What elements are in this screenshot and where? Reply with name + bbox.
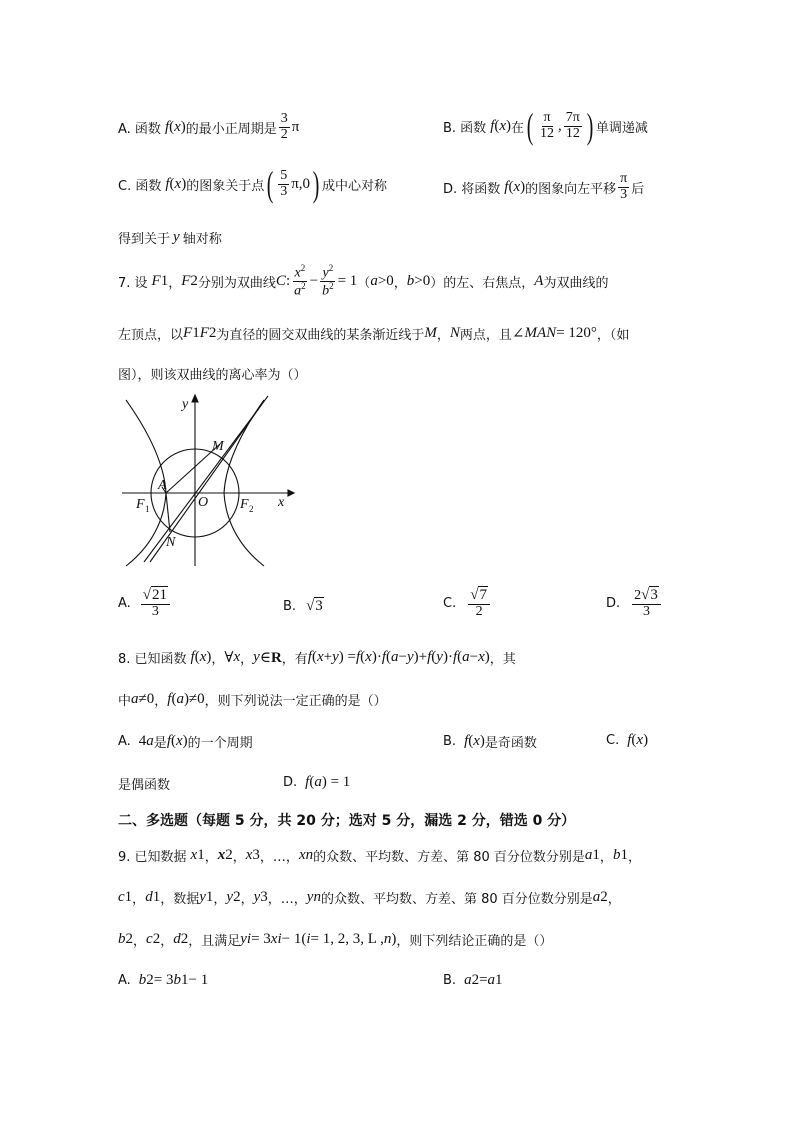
q9-option-b[interactable]: B. a 2 = a 1 xyxy=(443,972,503,988)
q8-option-a[interactable]: A. 4 a 是 f ( x ) 的一个周期 xyxy=(118,733,253,751)
q6-option-d[interactable]: D. 将函数 f ( x ) 的图象向左平移 $\frac{\pi}{3}$ 后 xyxy=(443,171,645,202)
q8-stem-line1: 8. 已知函数 f ( x ) ， ∀ x ， y ∈R ，有 f ( x + y ) = f ( x )· f ( a − y )+ f ( y )· f ( a − x ) ，其 xyxy=(118,649,516,667)
q6-option-a[interactable]: A. 函数 f ( x ) 的最小正周期是 $\frac{3}{2}$ π xyxy=(118,111,300,142)
q9-stem-line1: 9. 已知数据 x 1 ， x 2 ， x 3 ，…， x n 的众数、平均数、方差、第 80 百分位数分别是 a 1 ， b 1 ， xyxy=(118,847,641,865)
svg-text:1: 1 xyxy=(145,504,150,514)
q8-stem-line2: 中 a ≠0 ， f ( a )≠0 ，则下列说法一定正确的是（） xyxy=(118,691,387,709)
fig-label-f2: F xyxy=(240,497,249,512)
q7-option-b[interactable]: B. √3 xyxy=(283,598,323,614)
fig-label-o: O xyxy=(198,495,209,510)
q7-stem-line3: 图），则该双曲线的离心率为（） xyxy=(118,368,307,383)
fig-label-a: A xyxy=(158,478,167,493)
fig-label-f1: F xyxy=(136,497,145,512)
q7-stem-line2: 左顶点，以 F 1 F 2 为直径的圆交双曲线的某条渐近线于 M ， N 两点，且 ∠ MAN = 120° ，（如 xyxy=(118,325,630,343)
q7-hyperbola-figure xyxy=(118,390,298,570)
fig-label-m: M xyxy=(212,439,224,454)
fig-label-y: y xyxy=(182,397,189,412)
q6-option-c[interactable]: C. 函数 f ( x ) 的图象关于点 ( $\frac{5}{3}$ π,0 ) 成中心对称 xyxy=(118,164,388,204)
q8-option-c[interactable]: C. f ( x ) xyxy=(606,732,649,748)
q9-stem-line3: b 2 ， c 2 ， d 2 ，且满足 y i = 3 x i − 1( i = 1, 2, 3, L , n ) ，则下列结论正确的是（） xyxy=(118,931,553,949)
q9-stem-line2: c 1 ， d 1 ，数据 y 1 ， y 2 ， y 3 ，…， y n 的众数、平均数、方差、第 80 百分位数分别是 a 2 ， xyxy=(118,889,621,907)
q8-option-b[interactable]: B. f ( x ) 是奇函数 xyxy=(443,733,537,751)
svg-text:2: 2 xyxy=(249,504,254,514)
q7-stem-line1: 7. 设 F 1 ， F 2 分别为双曲线 C : $\frac{x^2}{a^2}$ − $\frac{y^2}{b^2}$ = 1 （ a >0 ， b >0 ）的左、右焦点， A 为双曲线的 xyxy=(118,263,609,299)
q8-option-c-continued: 是偶函数 xyxy=(118,778,171,793)
fig-label-x: x xyxy=(278,495,285,510)
q6-option-d-continued: 得到关于 y 轴对称 xyxy=(118,229,222,247)
fig-label-n: N xyxy=(166,535,176,550)
q8-option-d[interactable]: D. f ( a ) = 1 xyxy=(283,774,351,790)
q7-option-c[interactable]: C. $\frac{√7}{2}$ xyxy=(443,588,492,619)
section-title-multiple-choice: 二、多选题（每题 5 分，共 20 分；选对 5 分，漏选 2 分，错选 0 分） xyxy=(118,813,576,829)
q7-option-a[interactable]: A. $\frac{√21}{3}$ xyxy=(118,588,172,619)
q6-option-b[interactable]: B. 函数 f ( x ) 在 ( $\frac{\pi}{12}$ , $\frac{7\pi}{12}$ ) 单调递减 xyxy=(443,106,648,146)
q9-option-a[interactable]: A. b 2 = 3 b 1 − 1 xyxy=(118,972,209,988)
q7-option-d[interactable]: D. $\frac{2√3}{3}$ xyxy=(606,588,663,619)
